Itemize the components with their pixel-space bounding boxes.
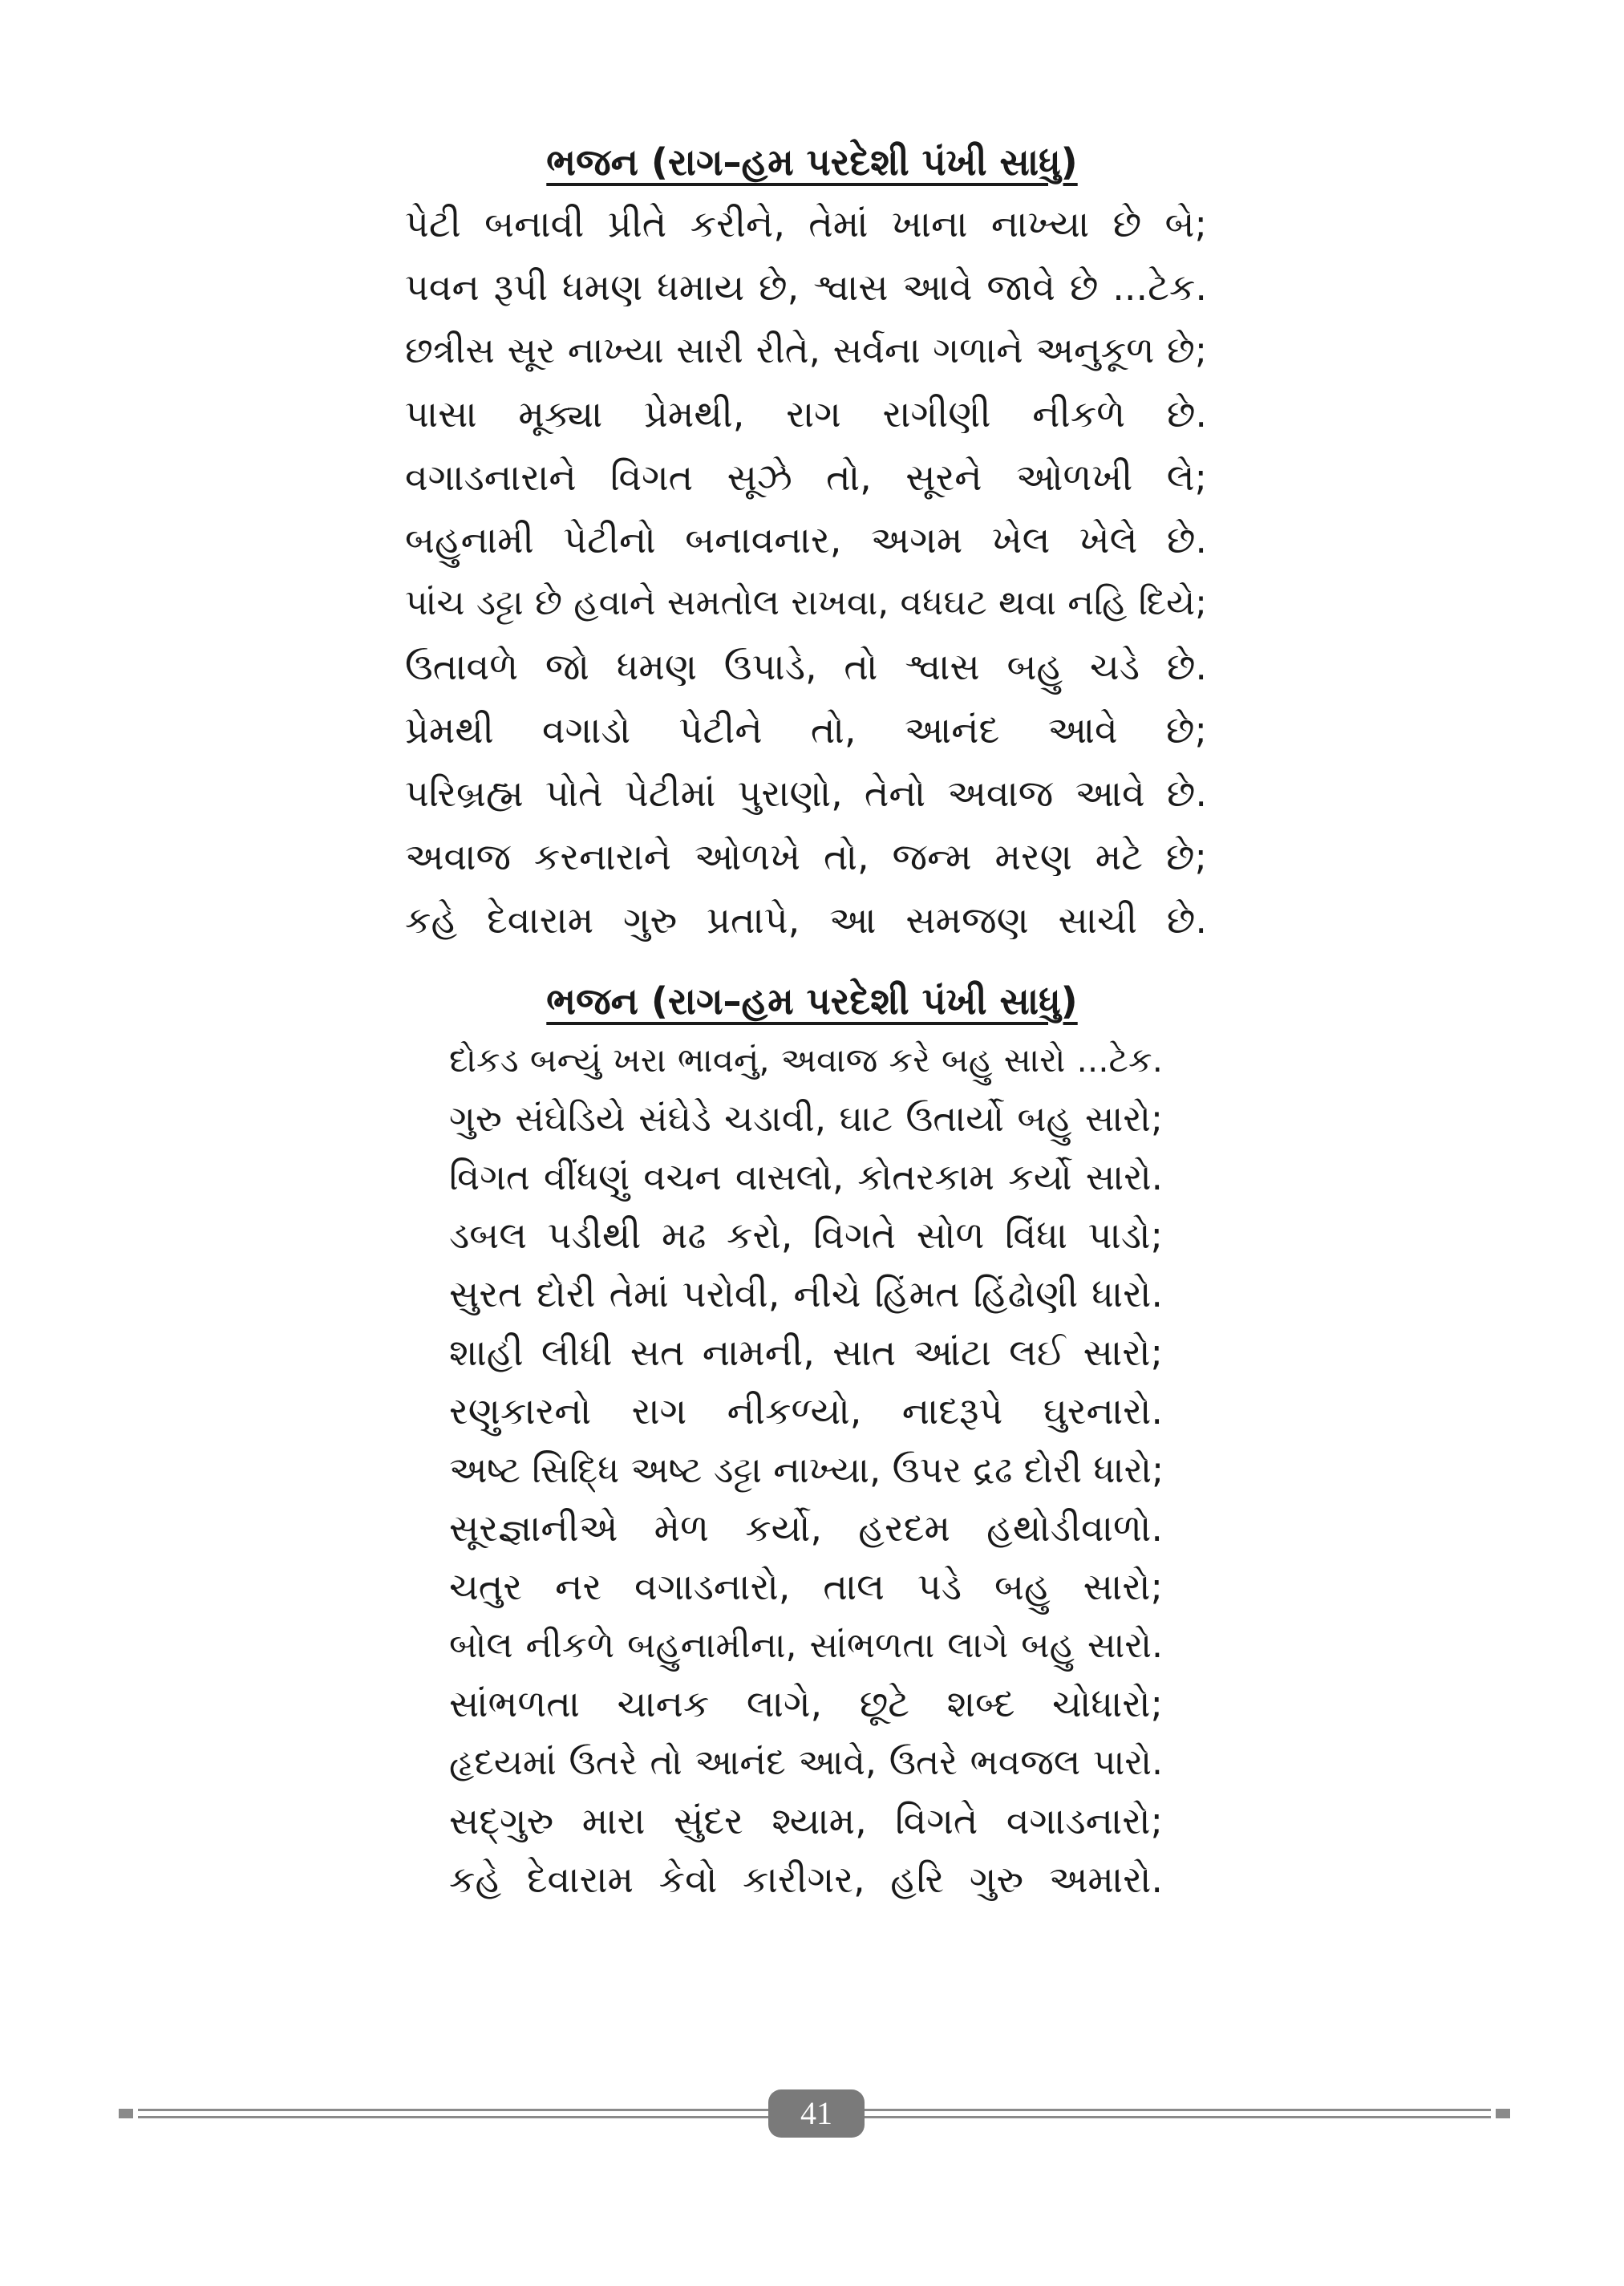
verse-line: ચતુર નર વગાડનારો, તાલ પડે બહુ સારો; [449, 1565, 1163, 1608]
verse-line: બહુનામી પેટીનો બનાવનાર, અગમ ખેલ ખેલે છે. [405, 518, 1207, 562]
section-1-verses [405, 193, 1207, 952]
section-2-title: ભજન (રાગ–હમ પરદેશી પંખી સાધુ) [546, 979, 1078, 1023]
verse-line: અષ્ટ સિદ્ધિ અષ્ટ ડટ્ટા નાખ્યા, ઉપર દ્રઢ દોરી ધારો; [449, 1449, 1164, 1491]
verse-line: છત્રીસ સૂર નાખ્યા સારી રીતે, સર્વના ગળાને અનુકૂળ છે; [405, 328, 1207, 371]
rule-double-line [138, 2109, 768, 2118]
rule-end-square [119, 2109, 133, 2118]
footer-rule-left [119, 2109, 768, 2118]
verse-line: ઉતાવળે જો ધમણ ઉપાડે, તો શ્વાસ બહુ ચડે છે. [405, 645, 1207, 689]
verse-line: શાહી લીધી સત નામની, સાત આંટા લઈ સારો; [449, 1331, 1163, 1374]
verse-line: રણુકારનો રાગ નીકળ્યો, નાદરૂપે ઘુરનારો. [449, 1389, 1163, 1433]
verse-line: સાંભળતા ચાનક લાગે, છૂટે શબ્દ ચોધારો; [449, 1682, 1163, 1725]
page-number: 41 [768, 2089, 865, 2138]
verse-line: વગાડનારાને વિગત સૂઝે તો, સૂરને ઓળખી લે; [405, 455, 1207, 499]
verse-line: વિગત વીંધણું વચન વાસલો, કોતરકામ કર્યો સારો. [449, 1156, 1163, 1198]
verse-line: પાસા મૂક્યા પ્રેમથી, રાગ રાગીણી નીકળે છે. [405, 391, 1207, 436]
verse-line: હૃદયમાં ઉતરે તો આનંદ આવે, ઉતરે ભવજલ પારો. [449, 1742, 1163, 1783]
section-2-verses [449, 1031, 1163, 1909]
verse-line: દોકડ બન્યું ખરા ભાવનું, અવાજ કરે બહુ સારો ...ટેક. [449, 1040, 1163, 1080]
verse-line: ડબલ પડીથી મઢ કરો, વિગતે સોળ વિંધા પાડો; [449, 1214, 1163, 1257]
verse-line: સુરત દોરી તેમાં પરોવી, નીચે હિંમત હિંઢોણી ધારો. [449, 1272, 1163, 1315]
verse-line: અવાજ કરનારાને ઓળખે તો, જન્મ મરણ મટે છે; [405, 834, 1207, 878]
verse-line: સૂરજ્ઞાનીએ મેળ કર્યો, હરદમ હથોડીવાળો. [449, 1506, 1163, 1550]
verse-line: બોલ નીકળે બહુનામીના, સાંભળતા લાગે બહુ સારો. [449, 1625, 1163, 1666]
verse-line: કહે દેવારામ કેવો કારીગર, હરિ ગુરુ અમારો. [449, 1858, 1163, 1901]
rule-double-line [865, 2109, 1491, 2118]
section-1-title: ભજન (રાગ–હમ પરદેશી પંખી સાધુ) [546, 140, 1078, 184]
verse-line: પરિબ્રહ્મ પોતે પેટીમાં પુરાણો, તેનો અવાજ આવે છે. [405, 772, 1207, 816]
verse-line: પ્રેમથી વગાડો પેટીને તો, આનંદ આવે છે; [405, 708, 1207, 752]
rule-end-square [1496, 2109, 1510, 2118]
verse-line: પાંચ ડટ્ટા છે હવાને સમતોલ રાખવા, વધઘટ થવા નહિ દિયે; [405, 582, 1207, 624]
verse-line: ગુરુ સંઘેડિયે સંઘેડે ચડાવી, ઘાટ ઉતાર્યો બહુ સારો; [449, 1097, 1163, 1140]
verse-line: સદ્‌ગુરુ મારા સુંદર શ્યામ, વિગતે વગાડનારો; [449, 1799, 1163, 1842]
verse-line: પેટી બનાવી પ્રીતે કરીને, તેમાં ખાના નાખ્યા છે બે; [405, 202, 1207, 245]
verse-line: કહે દેવારામ ગુરુ પ્રતાપે, આ સમજણ સાચી છે. [405, 898, 1207, 942]
page-footer [119, 2089, 1510, 2138]
footer-rule-right [865, 2109, 1510, 2118]
verse-line: પવન રૂપી ધમણ ધમાય છે, શ્વાસ આવે જાવે છે ...ટેક. [405, 265, 1207, 309]
